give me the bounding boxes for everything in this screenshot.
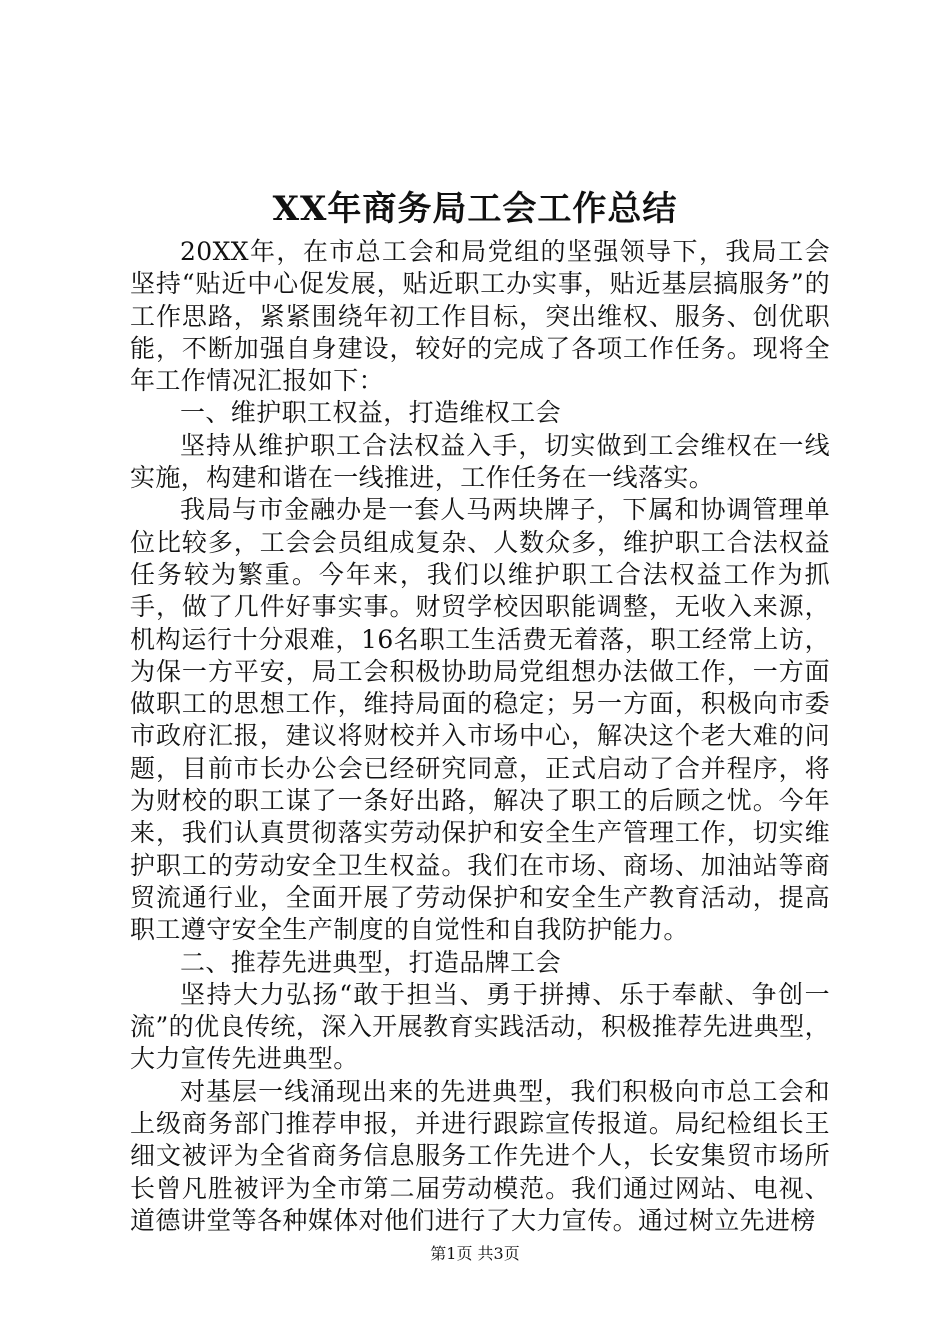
paragraph-intro: 20XX年，在市总工会和局党组的坚强领导下，我局工会坚持“贴近中心促发展，贴近职工办实事，贴近基层搞服务”的工作思路，紧紧围绕年初工作目标，突出维权、服务、创优职能，不断加强自身建设，较好的完成了各项工作任务。现将全年工作情况汇报如下：: [130, 237, 830, 396]
document-title: XX年商务局工会工作总结: [272, 189, 678, 229]
paragraph-section1-summary: 坚持从维护职工合法权益入手，切实做到工会维权在一线实施，构建和谐在一线推进，工作任务在一线落实。: [130, 430, 830, 493]
section-heading-1: 一、维护职工权益，打造维权工会: [180, 398, 562, 428]
paragraph-section1-detail: 我局与市金融办是一套人马两块牌子，下属和协调管理单位比较多，工会会员组成复杂、人数众多，维护职工合法权益任务较为繁重。今年来，我们以维护职工合法权益工作为抓手，做了几件好事实事。财贸学校因职能调整，无收入来源，机构运行十分艰难，16名职工生活费无着落，职工经常上访，为保一方平安，局工会积极协助局党组想办法做工作，一方面做职工的思想工作，维持局面的稳定；另一方面，积极向市委市政府汇报，建议将财校并入市场中心，解决这个老大难的问题，目前市长办公会已经研究同意，正式启动了合并程序，将为财校的职工谋了一条好出路，解决了职工的后顾之忧。今年来，我们认真贯彻落实劳动保护和安全生产管理工作，切实维护职工的劳动安全卫生权益。我们在市场、商场、加油站等商贸流通行业，全面开展了劳动保护和安全生产教育活动，提高职工遵守安全生产制度的自觉性和自我防护能力。: [130, 495, 830, 945]
section-heading-2: 二、推荐先进典型，打造品牌工会: [180, 947, 562, 977]
paragraph-section2-detail: 对基层一线涌现出来的先进典型，我们积极向市总工会和上级商务部门推荐申报，并进行跟踪宣传报道。局纪检组长王细文被评为全省商务信息服务工作先进个人，长安集贸市场所长曾凡胜被评为全市第二届劳动模范。我们通过网站、电视、道德讲堂等各种媒体对他们进行了大力宣传。通过树立先进榜: [130, 1076, 830, 1235]
paragraph-section2-summary: 坚持大力弘扬“敢于担当、勇于拼搏、乐于奉献、争创一流”的优良传统，深入开展教育实践活动，积极推荐先进典型，大力宣传先进典型。: [130, 979, 830, 1074]
document-body: [130, 236, 830, 1237]
page-footer: 第1页 共3页: [430, 1244, 520, 1263]
